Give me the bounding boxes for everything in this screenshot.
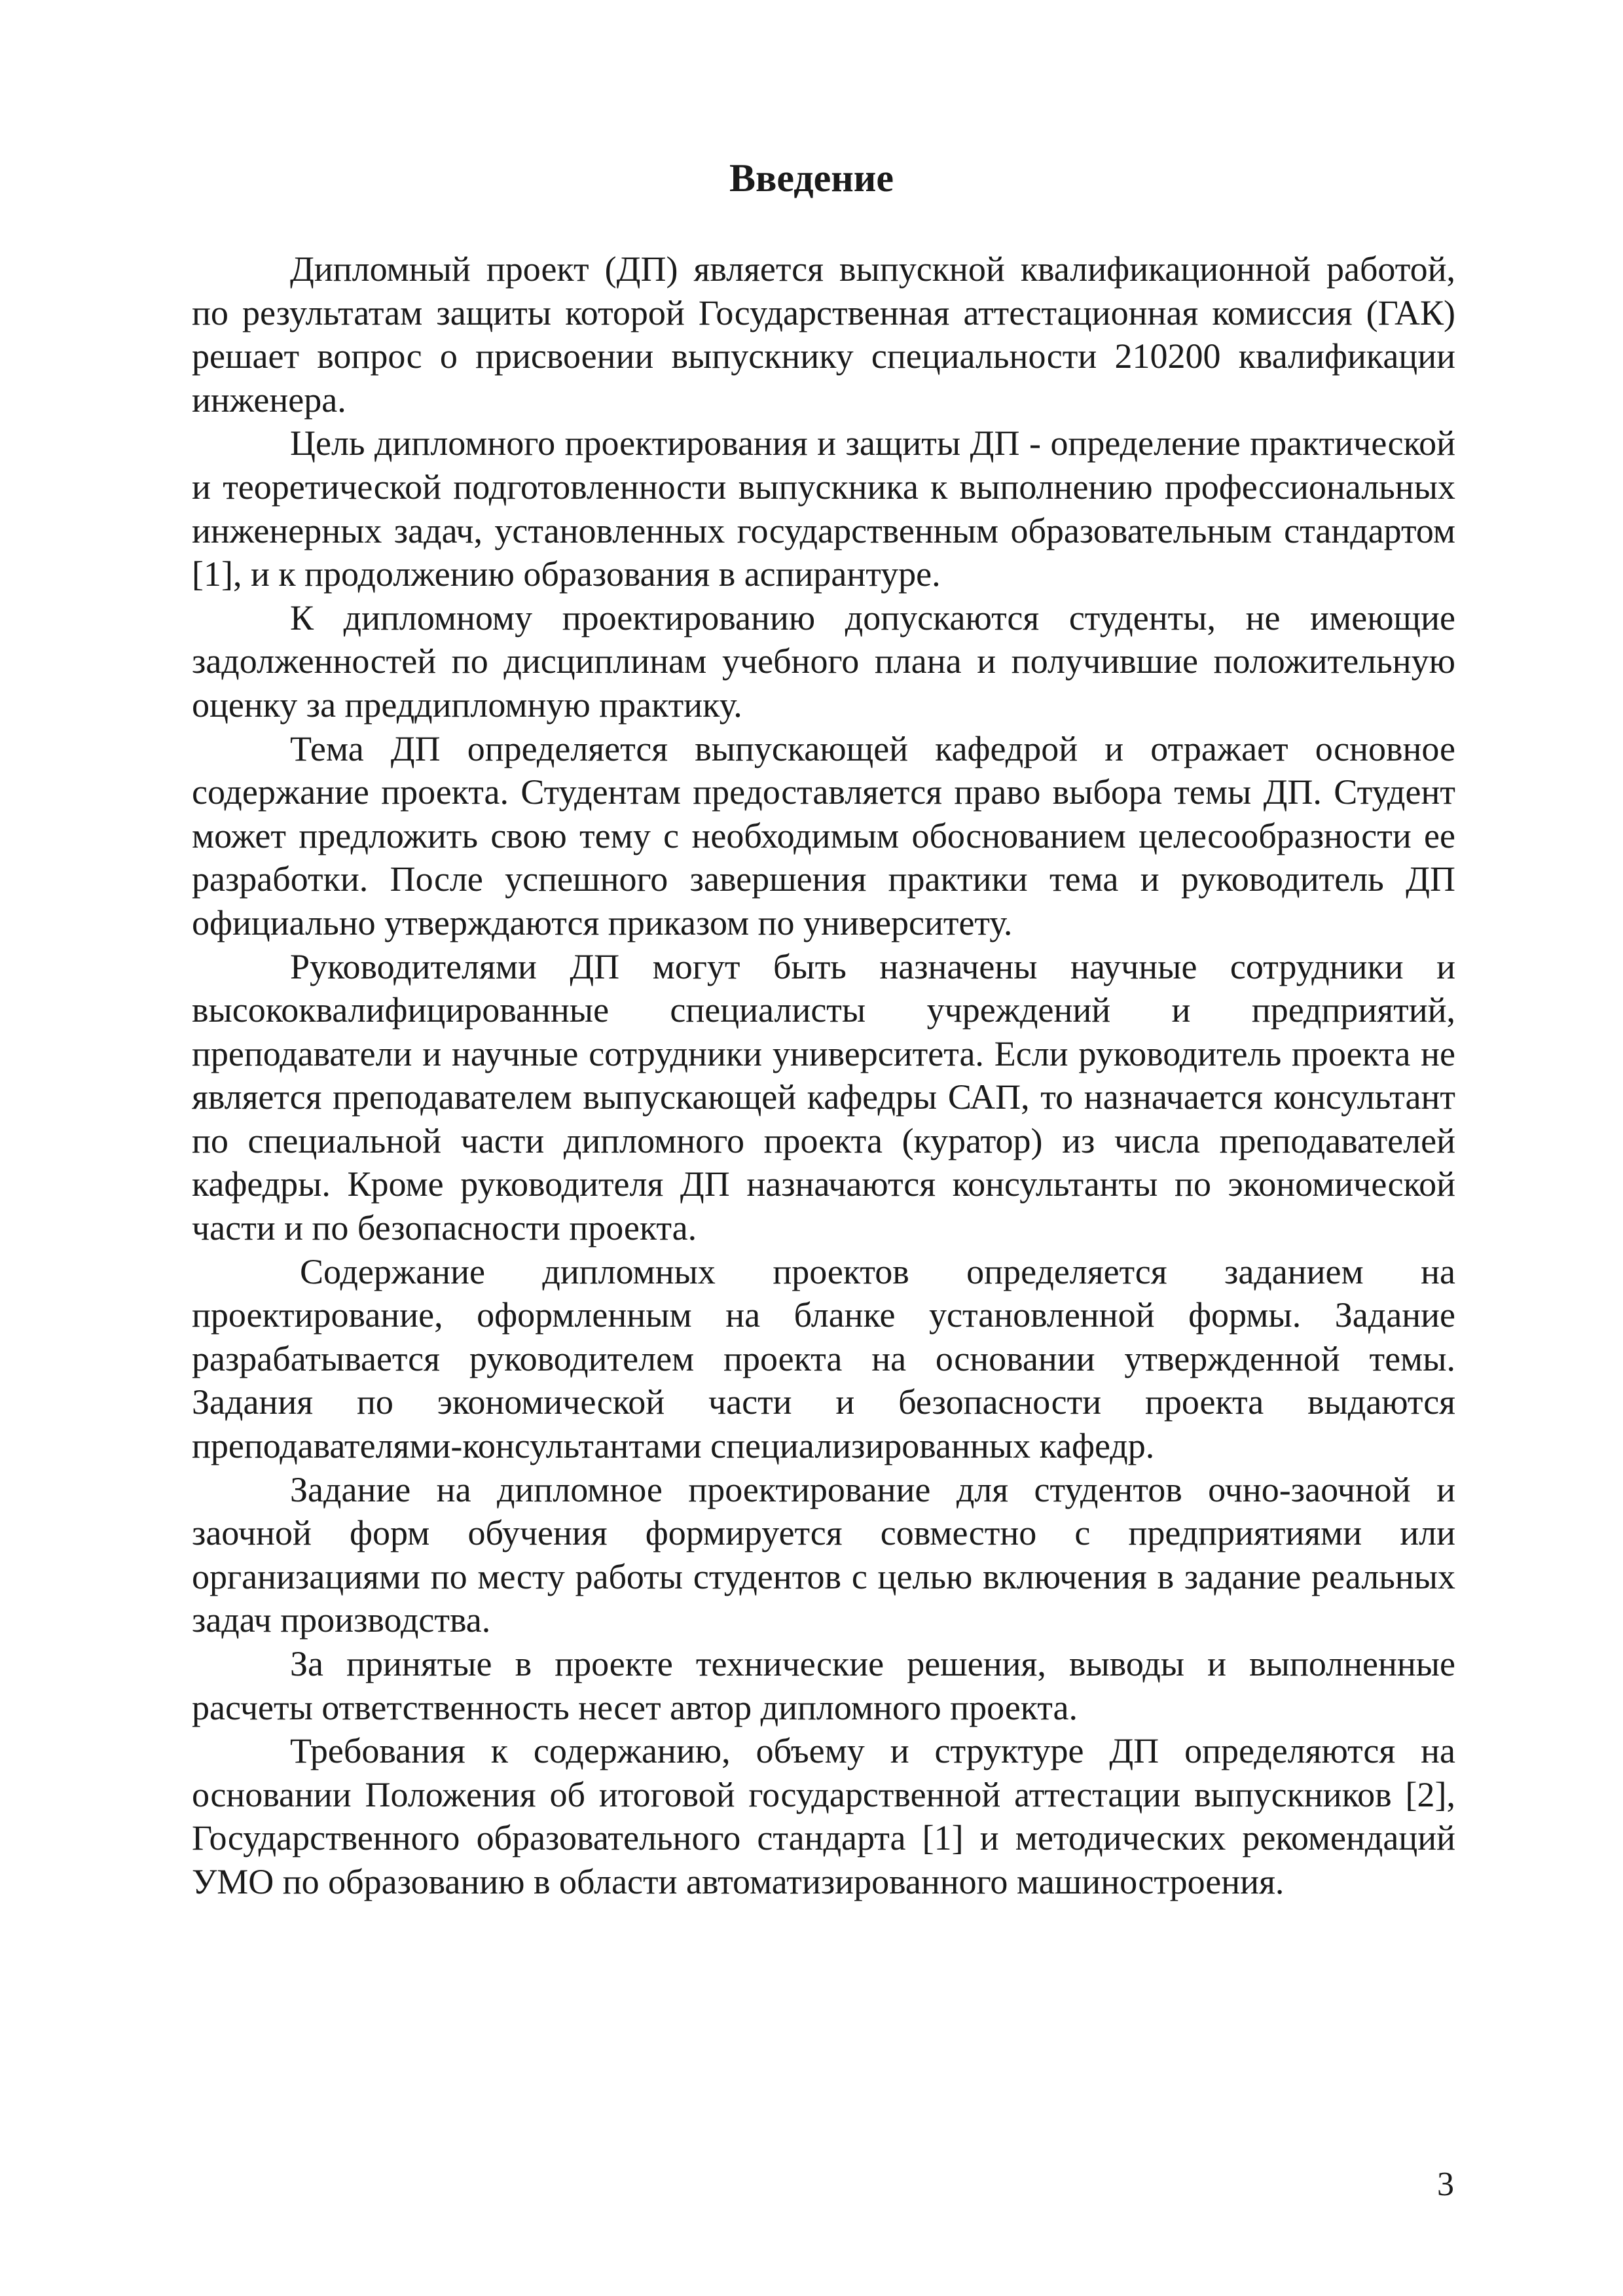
paragraph-admission: К дипломному проектированию допускаются студенты, не имеющие задолженностей по дисциплинам учебного плана и получившие положительную оценку за преддипломную практику. — [192, 598, 1455, 725]
paragraph-topic: Тема ДП определяется выпускающей кафедрой и отражает основное содержание проекта. Студентам предоставляется право выбора темы ДП. Студент может предложить свою тему с необходимым обоснованием целесообразности ее разработки. После успешного завершения практики тема и руководитель ДП официально утверждаются приказом по университету. — [192, 728, 1455, 942]
paragraph-assignment: Задание на дипломное проектирование для студентов очно-заочной и заочной форм обучения формируется совместно с предприятиями или организациями по месту работы студентов с целью включения в задание реальных задач производства. — [192, 1469, 1455, 1640]
paragraph-responsibility: За принятые в проекте технические решения, выводы и выполненные расчеты ответственность несет автор дипломного проекта. — [192, 1644, 1455, 1727]
paragraph-intro: Дипломный проект (ДП) является выпускной квалификационной работой, по результатам защиты которой Государственная аттестационная комиссия (ГАК) решает вопрос о присвоении выпускнику специальности 210200 квалификации инженера. — [192, 249, 1455, 420]
paragraph-supervisors: Руководителями ДП могут быть назначены научные сотрудники и высококвалифицированные специалисты учреждений и предприятий, преподаватели и научные сотрудники университета. Если руководитель проекта не является преподавателем выпускающей кафедры САП, то назначается консультант по специальной части дипломного проекта (куратор) из числа преподавателей кафедры. Кроме руководителя ДП назначаются консультанты по экономической части и по безопасности проекта. — [192, 946, 1455, 1248]
body-text — [192, 247, 1455, 1904]
page-title: Введение — [729, 156, 894, 200]
paragraph-requirements: Требования к содержанию, объему и структуре ДП определяются на основании Положения об итоговой государственной аттестации выпускников [2], Государственного образовательного стандарта [1] и методических рекомендаций УМО по образованию в области автоматизированного машиностроения. — [192, 1731, 1455, 1901]
paragraph-goal: Цель дипломного проектирования и защиты ДП - определение практической и теоретической подготовленности выпускника к выполнению профессиональных инженерных задач, установленных государственным образовательным стандартом [1], и к продолжению образования в аспирантуре. — [192, 423, 1455, 594]
page-number: 3 — [1437, 2166, 1454, 2203]
paragraph-content: Содержание дипломных проектов определяется заданием на проектирование, оформленным на бланке установленной формы. Задание разрабатывается руководителем проекта на основании утвержденной темы. Задания по экономической части и безопасности проекта выдаются преподавателями-консультантами специализированных кафедр. — [192, 1251, 1455, 1466]
